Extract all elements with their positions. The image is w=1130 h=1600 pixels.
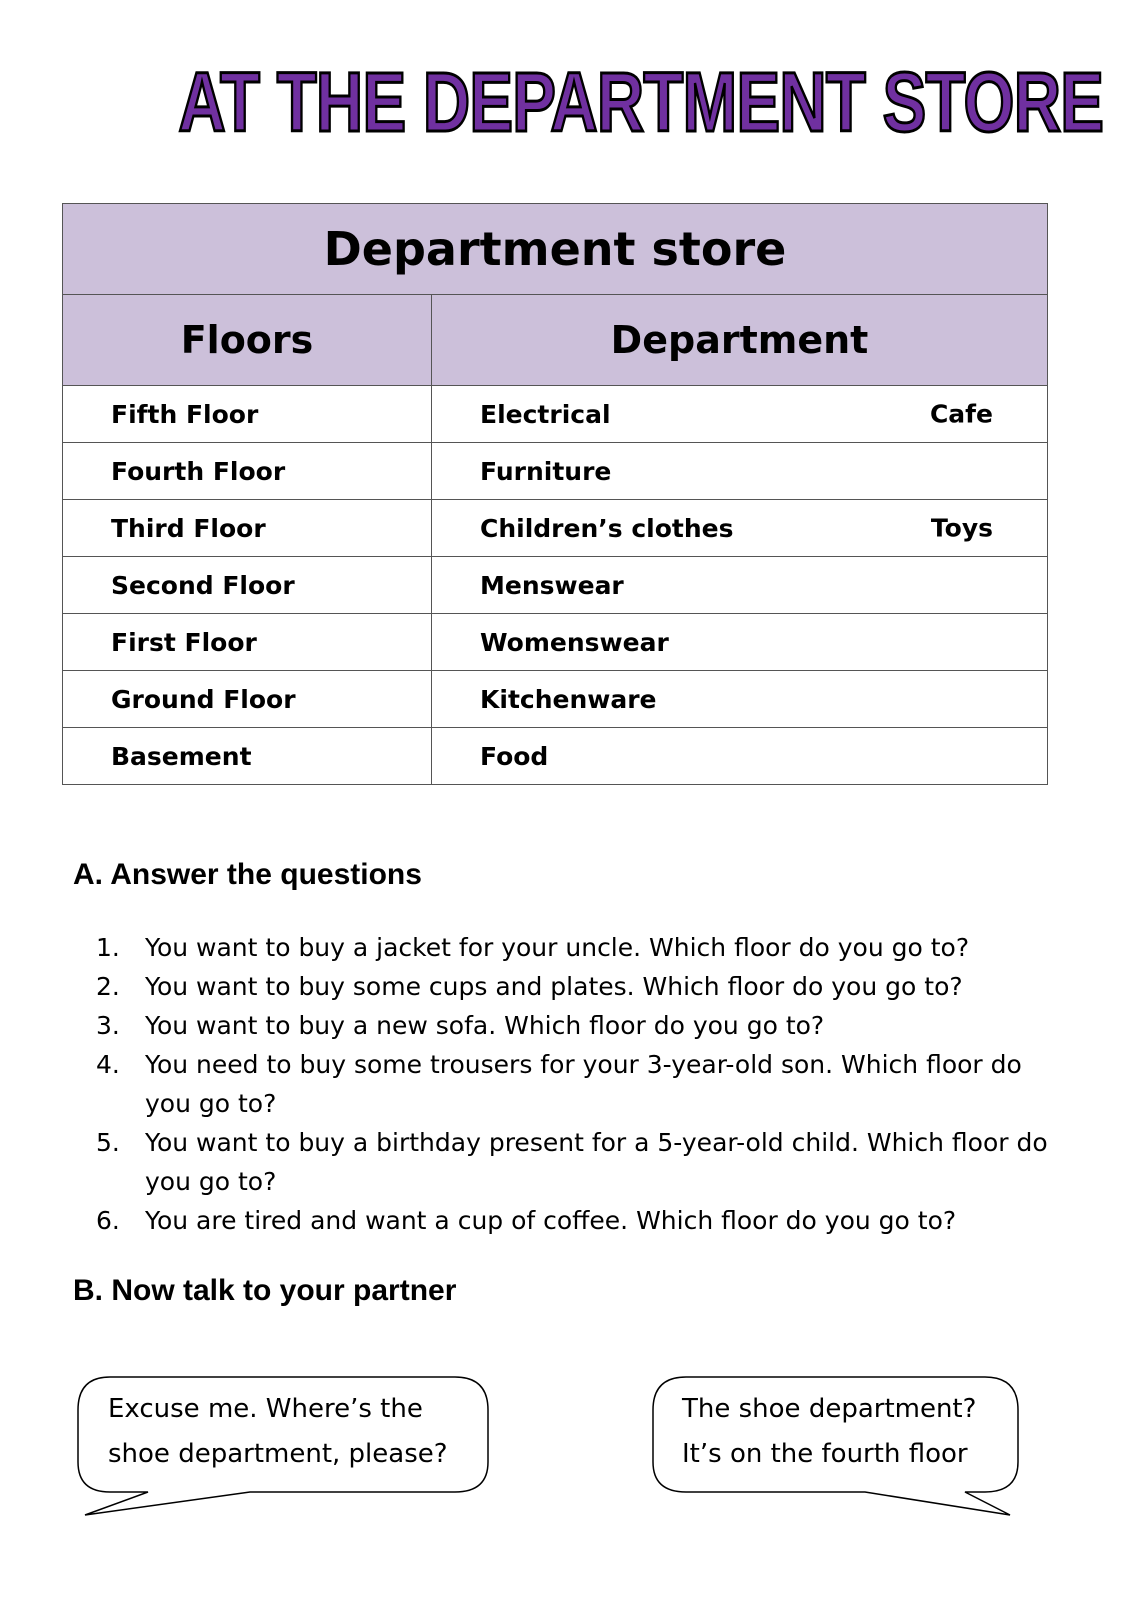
question-number: 1. xyxy=(96,933,120,962)
table-caption: Department store xyxy=(63,204,1048,295)
question-number: 2. xyxy=(96,972,120,1001)
floor-cell: Fourth Floor xyxy=(63,443,432,500)
bubble-left-line: Excuse me. Where’s the xyxy=(108,1394,423,1424)
question-number: 4. xyxy=(96,1050,120,1079)
question-text: You are tired and want a cup of coffee. Which floor do you go to? xyxy=(145,1206,957,1235)
question-number: 6. xyxy=(96,1206,120,1235)
bubble-right-line: It’s on the fourth floor xyxy=(682,1439,968,1469)
question-text: You want to buy a birthday present for a 5-year-old child. Which floor do you go to? xyxy=(145,1128,1048,1196)
page-title: AT THE DEPARTMENT STORE xyxy=(178,55,1104,149)
floor-cell: Ground Floor xyxy=(63,671,432,728)
question-text: You want to buy a new sofa. Which floor do you go to? xyxy=(145,1011,825,1040)
floor-cell: Basement xyxy=(63,728,432,785)
floor-cell: Second Floor xyxy=(63,557,432,614)
bubble-right-text xyxy=(682,1387,976,1477)
header-floors: Floors xyxy=(63,295,432,386)
question-text: You need to buy some trousers for your 3-year-old son. Which floor do you go to? xyxy=(145,1050,1022,1118)
question-text: You want to buy a jacket for your uncle. Which floor do you go to? xyxy=(145,933,970,962)
question-number: 5. xyxy=(96,1128,120,1157)
department-extra: Cafe xyxy=(929,399,993,429)
section-a-heading: A. Answer the questions xyxy=(73,858,422,891)
department-name: Food xyxy=(480,741,549,771)
floor-cell: Fifth Floor xyxy=(63,386,432,443)
header-department: Department xyxy=(432,295,1048,386)
floor-cell: Third Floor xyxy=(63,500,432,557)
department-extra: Toys xyxy=(930,513,993,543)
department-name: Electrical xyxy=(480,399,611,429)
bubble-left-line: shoe department, please? xyxy=(108,1439,448,1469)
department-name: Children’s clothes xyxy=(480,513,734,543)
department-name: Furniture xyxy=(480,456,612,486)
bubble-left-text xyxy=(108,1387,448,1477)
floor-cell: First Floor xyxy=(63,614,432,671)
department-name: Menswear xyxy=(480,570,624,600)
question-number: 3. xyxy=(96,1011,120,1040)
department-name: Womenswear xyxy=(480,627,669,657)
department-name: Kitchenware xyxy=(480,684,657,714)
section-b-heading: B. Now talk to your partner xyxy=(73,1274,457,1307)
bubble-right-line: The shoe department? xyxy=(682,1394,977,1424)
question-text: You want to buy some cups and plates. Which floor do you go to? xyxy=(145,972,963,1001)
